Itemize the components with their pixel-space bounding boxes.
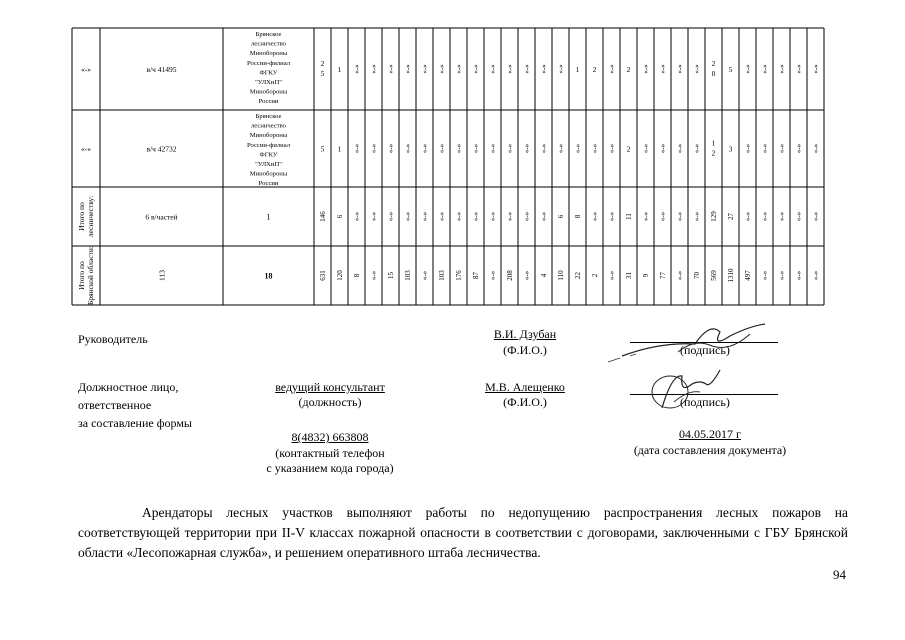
table-cell: «-»: [506, 143, 514, 154]
head-signature-scribble: [600, 312, 790, 367]
table-cell: «-»: [387, 143, 395, 154]
table-cell: «-»: [540, 143, 548, 154]
table-cell: «-»: [404, 211, 412, 222]
table-cell: «-»: [693, 211, 701, 222]
table-cell: 77: [659, 272, 667, 279]
row-label: Итого полесничеству:: [77, 195, 95, 238]
resp-title-1: Должностное лицо,: [78, 380, 179, 394]
table-row: [77, 196, 820, 238]
table-cell: 129: [710, 211, 718, 222]
table-cell: 110: [557, 270, 565, 281]
table-cell: «-»: [608, 270, 616, 281]
table-cell: «-»: [489, 270, 497, 281]
resp-name: М.В. Алещенко: [485, 380, 565, 394]
table-cell: 5: [728, 65, 733, 74]
table-cell: 2 5: [320, 59, 325, 78]
table-cell: 9: [642, 273, 650, 278]
table-cell: «-»: [387, 211, 395, 222]
table-cell: 2: [592, 65, 597, 74]
table-cell: «-»: [438, 64, 446, 74]
document-date-caption: (дата составления документа): [633, 443, 787, 457]
table-cell: «-»: [438, 143, 446, 154]
resp-signature-scribble: [640, 362, 730, 414]
table-cell: 631: [319, 270, 327, 281]
table-cell: 27: [727, 213, 735, 220]
table-cell: «-»: [370, 270, 378, 281]
table-cell: 1: [337, 65, 342, 74]
table-cell: 6: [557, 214, 565, 219]
table-cell: 70: [693, 272, 701, 279]
table-cell: «-»: [370, 64, 378, 74]
table-cell: 8: [353, 273, 361, 278]
table-cell: «-»: [642, 143, 650, 154]
resp-title-3: за составление формы: [78, 416, 192, 430]
phone-caption-2: с указанием кода города): [266, 461, 394, 475]
table-cell: «-»: [642, 64, 650, 74]
row-unit: 113: [157, 270, 167, 281]
table-cell: «-»: [795, 270, 803, 281]
table-cell: «-»: [370, 211, 378, 222]
table-cell: «-»: [557, 143, 565, 154]
head-name-caption: (Ф.И.О.): [503, 343, 547, 357]
table-cell: 1: [575, 65, 580, 74]
table-cell: «-»: [455, 211, 463, 222]
table-cell: «-»: [421, 64, 429, 74]
head-signature-caption: (подпись): [680, 343, 730, 357]
table-cell: 208: [506, 270, 514, 281]
resp-position: ведущий консультант: [275, 380, 385, 394]
table-cell: 1 2: [711, 138, 716, 158]
table-cell: «-»: [812, 211, 820, 222]
resp-position-caption: (должность): [298, 395, 362, 409]
table-row: [77, 246, 820, 305]
row-unit: в/ч 41495: [146, 65, 177, 74]
table-cell: «-»: [523, 64, 531, 74]
table-cell: «-»: [523, 270, 531, 281]
table-cell: «-»: [795, 211, 803, 222]
table-cell: «-»: [472, 211, 480, 222]
table-cell: «-»: [693, 64, 701, 74]
table-cell: «-»: [421, 211, 429, 222]
table-cell: 22: [574, 272, 582, 279]
head-title: Руководитель: [78, 332, 148, 346]
table-cell: 15: [387, 272, 395, 279]
table-cell: «-»: [676, 270, 684, 281]
table-cell: «-»: [523, 211, 531, 222]
table-cell: «-»: [659, 143, 667, 154]
table-cell: «-»: [506, 64, 514, 74]
table-cell: 176: [455, 270, 463, 281]
table-cell: «-»: [676, 211, 684, 222]
table-cell: «-»: [523, 143, 531, 154]
table-cell: «-»: [557, 64, 565, 74]
table-cell: «-»: [778, 64, 786, 74]
table-cell: «-»: [693, 143, 701, 154]
row-label: Итого поБрянской области:: [77, 246, 95, 305]
table-cell: «-»: [778, 270, 786, 281]
table-cell: «-»: [540, 64, 548, 74]
table-cell: «-»: [659, 64, 667, 74]
table-cell: «-»: [608, 211, 616, 222]
table-cell: 3: [728, 144, 733, 154]
table-cell: «-»: [744, 211, 752, 222]
table-cell: «-»: [778, 143, 786, 154]
table-cell: «-»: [472, 143, 480, 154]
table-cell: «-»: [761, 143, 769, 154]
row-unit: 6 в/частей: [145, 212, 178, 222]
table-cell: «-»: [642, 211, 650, 222]
phone-number: 8(4832) 663808: [291, 430, 369, 444]
resp-name-caption: (Ф.И.О.): [503, 395, 547, 409]
table-cell: 2: [591, 273, 599, 278]
table-cell: 11: [625, 213, 633, 220]
table-cell: «-»: [608, 64, 616, 74]
table-cell: 103: [438, 270, 446, 281]
row-org: 1: [266, 212, 271, 222]
row-org: Брянское лесничество Минобороны России-филиал ФГКУ "УЛХиП" Минобороны России: [247, 113, 290, 188]
table-cell: 569: [710, 270, 718, 281]
table-cell: «-»: [489, 211, 497, 222]
table-cell: «-»: [404, 64, 412, 74]
table-cell: «-»: [812, 143, 820, 154]
table-cell: 5: [320, 144, 325, 154]
table-cell: «-»: [353, 64, 361, 74]
table-cell: 2: [626, 144, 631, 154]
table-cell: «-»: [608, 143, 616, 154]
table-cell: «-»: [761, 211, 769, 222]
table-cell: «-»: [812, 270, 820, 281]
table-cell: 1310: [727, 268, 735, 283]
table-cell: «-»: [472, 64, 480, 74]
table-cell: «-»: [489, 143, 497, 154]
table-cell: «-»: [370, 143, 378, 154]
table-cell: «-»: [795, 64, 803, 74]
head-name: В.И. Дзубан: [493, 327, 557, 341]
row-label: «-»: [81, 144, 91, 154]
table-cell: «-»: [421, 270, 429, 281]
document-date: 04.05.2017 г: [679, 427, 741, 441]
table-cell: 1: [337, 144, 342, 154]
table-cell: «-»: [812, 64, 820, 74]
table-cell: 497: [744, 270, 752, 281]
table-cell: «-»: [795, 143, 803, 154]
table-cell: «-»: [353, 143, 361, 154]
table-cell: «-»: [489, 64, 497, 74]
table-cell: 2: [626, 65, 631, 74]
table-cell: 8: [574, 214, 582, 219]
table-cell: 6: [336, 214, 344, 219]
row-org: 18: [264, 271, 273, 281]
table-cell: «-»: [744, 64, 752, 74]
row-org: Брянское лесничество Минобороны России-филиал ФГКУ "УЛХиП" Минобороны России: [247, 31, 290, 106]
phone-caption-1: (контактный телефон: [275, 446, 385, 460]
table-cell: 4: [540, 273, 548, 278]
table-cell: 146: [319, 211, 327, 222]
row-unit: в/ч 42732: [146, 144, 177, 154]
resp-title-2: ответственное: [78, 398, 152, 412]
row-label: «-»: [81, 65, 91, 74]
table-cell: «-»: [761, 270, 769, 281]
table-cell: «-»: [404, 143, 412, 154]
table-cell: «-»: [455, 143, 463, 154]
table-cell: 87: [472, 272, 480, 279]
table-cell: «-»: [778, 211, 786, 222]
table-cell: «-»: [676, 64, 684, 74]
table-cell: «-»: [387, 64, 395, 74]
table-cell: «-»: [353, 211, 361, 222]
table-cell: 103: [404, 270, 412, 281]
table-cell: «-»: [540, 211, 548, 222]
table-cell: 31: [625, 272, 633, 279]
resp-signature-caption: (подпись): [680, 395, 730, 409]
table-cell: «-»: [744, 143, 752, 154]
table-cell: «-»: [421, 143, 429, 154]
table-cell: «-»: [591, 211, 599, 222]
tenants-paragraph: Арендаторы лесных участков выполняют работы по недопущению распространения лесных пожаров на соответствующей территории при II-V классах пожарной опасности в соответствии с договорами, заключенными с ГБУ Брянской области «Лесопожарная служба», и решением оперативного штаба лесничества.: [78, 505, 848, 560]
table-cell: «-»: [506, 211, 514, 222]
table-cell: «-»: [438, 211, 446, 222]
table-cell: «-»: [676, 143, 684, 154]
page-number: 94: [833, 567, 846, 582]
table-cell: «-»: [455, 64, 463, 74]
table-cell: «-»: [761, 64, 769, 74]
table-cell: «-»: [591, 143, 599, 154]
table-cell: 120: [336, 270, 344, 281]
table-cell: 2 0: [711, 59, 716, 78]
table-cell: «-»: [574, 143, 582, 154]
table-cell: «-»: [659, 211, 667, 222]
